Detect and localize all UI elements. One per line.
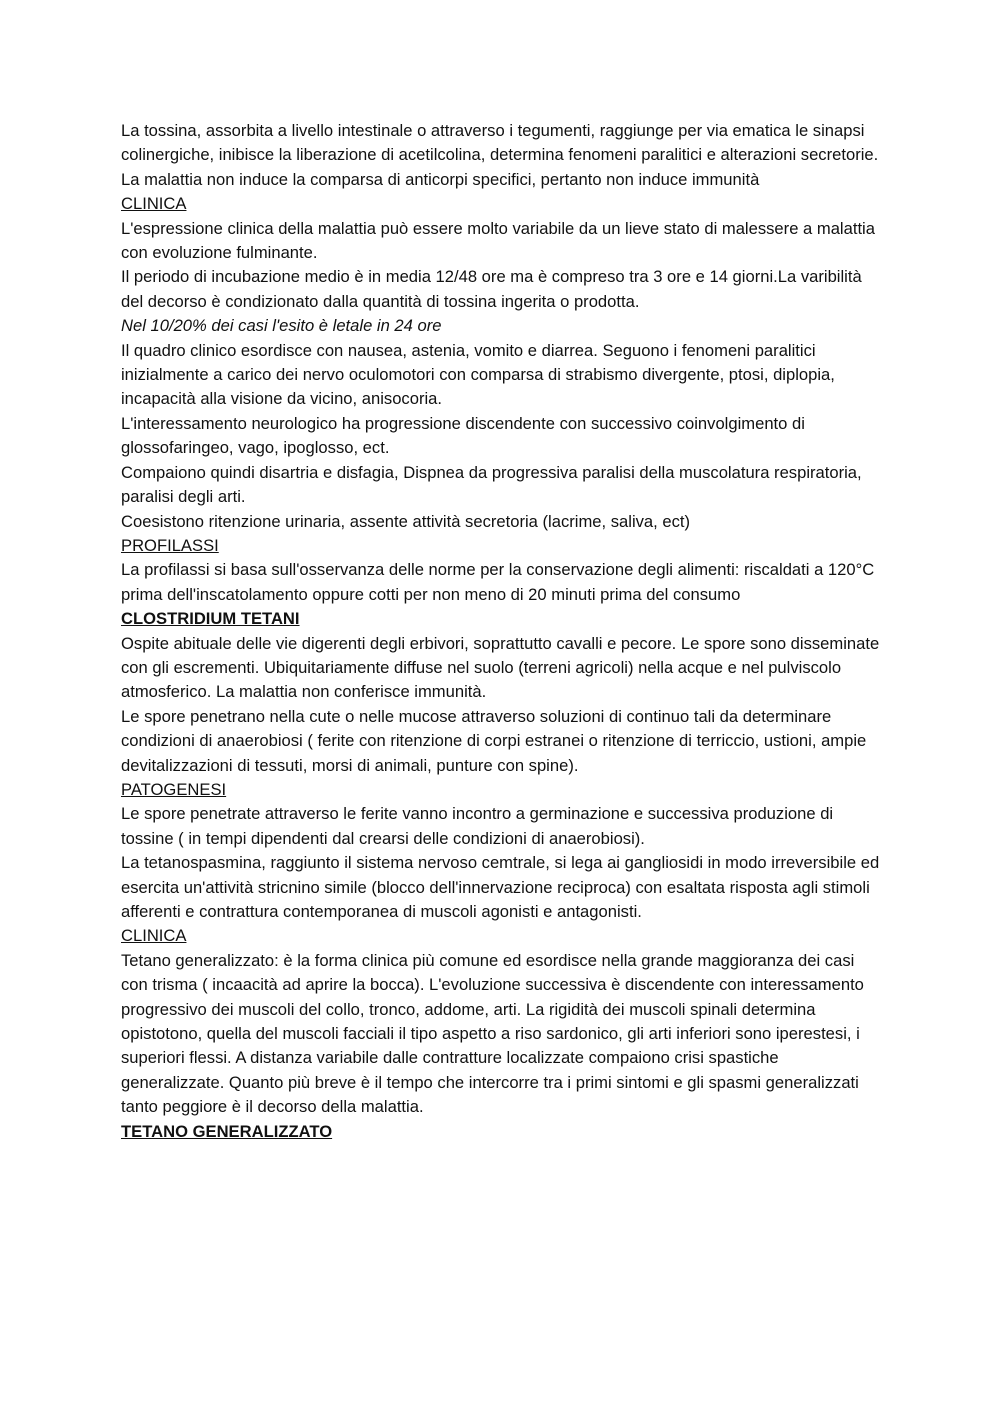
paragraph-neurological: L'interessamento neurologico ha progressione discendente con successivo coinvolgimento di glossofaringeo, vago, ipoglosso, ect. bbox=[121, 413, 805, 458]
section-heading-tetano-generalizzato: TETANO GENERALIZZATO bbox=[121, 1121, 333, 1141]
paragraph-tetanospasmin: La tetanospasmina, raggiunto il sistema nervoso cemtrale, si lega ai gangliosidi in modo irreversibile ed esercita un'attività stricnino simile (blocco dell'innervazione reciproca) con esaltata risposta agli stimoli afferenti e contrattura contemporanea di muscoli agonisti e antagonisti. bbox=[121, 853, 880, 921]
paragraph-prophylaxis: La profilassi si basa sull'osservanza delle norme per la conservazione degli alimenti: riscaldati a 120°C prima dell'inscatolamento oppure cotti per non meno di 20 minuti prima del consumo bbox=[121, 560, 875, 604]
paragraph-mortality: Nel 10/20% dei casi l'esito è letale in 24 ore bbox=[121, 316, 442, 336]
paragraph-habitat: Ospite abituale delle vie digerenti degli erbivori, soprattutto cavalli e pecore. Le spore sono disseminate con gli escrementi. Ubiquitariamente diffuse nel suolo (terreni agricoli) nella acque e nel pulviscolo atmosferico. La malattia non conferisce immunità. bbox=[121, 633, 880, 702]
paragraph-clinical-expression: L'espressione clinica della malattia può essere molto variabile da un lieve stato di malessere a malattia con evoluzione fulminante. bbox=[121, 218, 875, 263]
paragraph-generalized-tetanus: Tetano generalizzato: è la forma clinica più comune ed esordisce nella grande maggioranza dei casi con trisma ( incaacità ad aprire la bocca). L'evoluzione successiva è discendente con interessamento progressivo dei muscoli del collo, tronco, addome, arti. La rigidità dei muscoli spinali determina opistotono, quella del muscoli facciali il tipo aspetto a riso sardonico, gli arti inferiori sono iperestesi, i superiori flessi. A distanza variabile dalle contratture localizzate compaiono crisi spastiche generalizzate. Quanto più breve è il tempo che intercorre tra i primi sintomi e gli spasmi generalizzati tanto peggiore è il decorso della malattia. bbox=[121, 950, 864, 1117]
paragraph-toxin-absorption: La tossina, assorbita a livello intestinale o attraverso i tegumenti, raggiunge per via ematica le sinapsi colinergiche, inibisce la liberazione di acetilcolina, determina fenomeni paralitici e alterazioni secretorie. bbox=[121, 121, 879, 165]
section-heading-patogenesi: PATOGENESI bbox=[121, 779, 227, 799]
section-heading-clinica-tetano: CLINICA bbox=[121, 926, 187, 946]
paragraph-germination: Le spore penetrate attraverso le ferite vanno incontro a germinazione e successiva produzione di tossine ( in tempi dipendenti dal crearsi delle condizioni di anaerobiosi). bbox=[121, 804, 834, 848]
section-heading-profilassi: PROFILASSI bbox=[121, 535, 219, 555]
paragraph-urinary-retention: Coesistono ritenzione urinaria, assente attività secretoria (lacrime, saliva, ect) bbox=[121, 511, 691, 531]
section-heading-clostridium-tetani: CLOSTRIDIUM TETANI bbox=[121, 609, 300, 629]
document-page bbox=[121, 119, 881, 1144]
paragraph-dysarthria: Compaiono quindi disartria e disfagia, Dispnea da progressiva paralisi della muscolatura respiratoria, paralisi degli arti. bbox=[121, 462, 862, 507]
paragraph-incubation: Il periodo di incubazione medio è in media 12/48 ore ma è compreso tra 3 ore e 14 giorni.La varibilità del decorso è condizionato dalla quantità di tossina ingerita o prodotta. bbox=[121, 267, 862, 311]
section-heading-clinica: CLINICA bbox=[121, 194, 187, 214]
paragraph-no-immunity: La malattia non induce la comparsa di anticorpi specifici, pertanto non induce immunità bbox=[121, 169, 760, 189]
paragraph-spore-entry: Le spore penetrano nella cute o nelle mucose attraverso soluzioni di continuo tali da determinare condizioni di anaerobiosi ( ferite con ritenzione di corpi estranei o ritenzione di terriccio, ustioni, ampie devitalizzazioni di tessuti, morsi di animali, punture con spine). bbox=[121, 706, 867, 775]
paragraph-clinical-onset: Il quadro clinico esordisce con nausea, astenia, vomito e diarrea. Seguono i fenomeni paralitici inizialmente a carico dei nervo oculomotori con comparsa di strabismo divergente, ptosi, diplopia, incapacità alla visione da vicino, anisocoria. bbox=[121, 340, 835, 409]
